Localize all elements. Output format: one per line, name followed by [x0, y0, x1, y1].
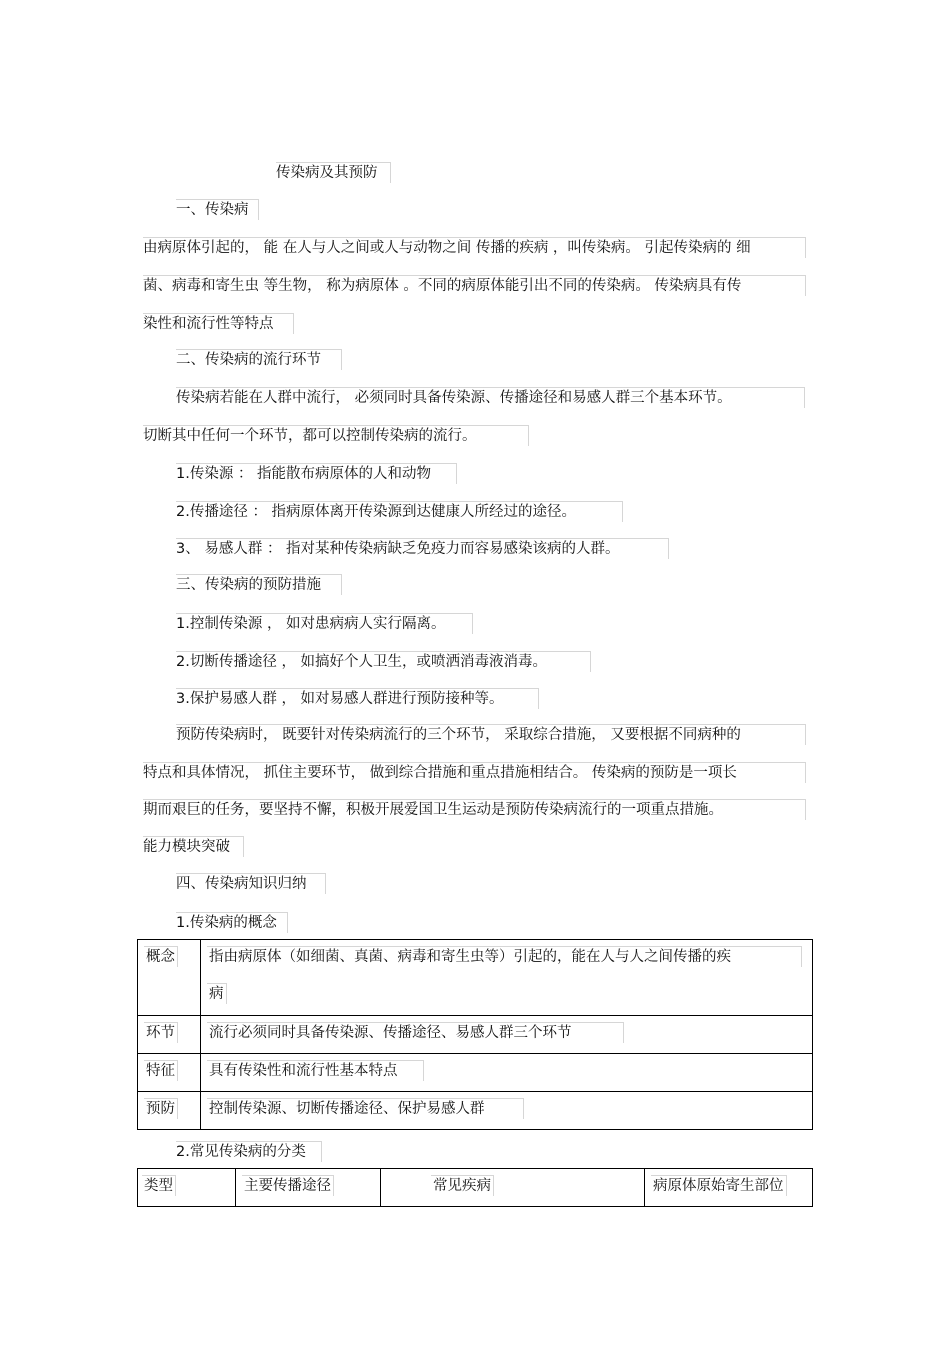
table-cell [138, 1092, 201, 1130]
paragraph-line: 特点和具体情况， 抓住主要环节， 做到综合措施和重点措施相结合。 传染病的预防是一项长 [143, 762, 806, 783]
subheading: 2.常见传染病的分类 [176, 1141, 322, 1162]
table-row [138, 940, 813, 1016]
row-label: 环节 [144, 1022, 178, 1043]
paragraph-line: 染性和流行性等特点 [143, 313, 294, 334]
row-text: 控制传染源、切断传播途径、保护易感人群 [207, 1098, 524, 1119]
row-text: 病 [207, 983, 227, 1004]
table-cell [201, 1054, 813, 1092]
paragraph-line: 预防传染病时， 既要针对传染病流行的三个环节， 采取综合措施， 又要根据不同病种的 [176, 724, 806, 745]
table-header-cell [236, 1169, 381, 1207]
table-cell [201, 940, 813, 1016]
table-cell [138, 940, 201, 1016]
table-header-cell [138, 1169, 236, 1207]
paragraph-line: 传染病若能在人群中流行， 必须同时具备传染源、传播途径和易感人群三个基本环节。 [176, 387, 805, 408]
table-row [138, 1016, 813, 1054]
row-text: 具有传染性和流行性基本特点 [207, 1060, 424, 1081]
table-cell [201, 1016, 813, 1054]
table-row [138, 1054, 813, 1092]
section-heading-3: 三、传染病的预防措施 [176, 574, 342, 595]
table-header-row [138, 1169, 813, 1207]
table-cell [201, 1092, 813, 1130]
column-header: 常见疾病 [431, 1175, 494, 1196]
classification-table [137, 1168, 813, 1207]
section-heading-2: 二、传染病的流行环节 [176, 349, 342, 370]
column-header: 类型 [142, 1175, 176, 1196]
row-label: 概念 [144, 946, 178, 967]
ability-heading: 能力模块突破 [143, 836, 244, 857]
table-header-cell [645, 1169, 813, 1207]
subheading: 1.传染病的概念 [176, 912, 288, 933]
row-label: 预防 [144, 1098, 178, 1119]
list-item: 2.切断传播途径 ， 如搞好个人卫生，或喷洒消毒液消毒。 [176, 651, 591, 672]
section-heading-1: 一、传染病 [176, 199, 259, 220]
list-item: 3.保护易感人群 ， 如对易感人群进行预防接种等。 [176, 688, 539, 709]
concept-table [137, 939, 813, 1130]
list-item: 3、 易感人群 ： 指对某种传染病缺乏免疫力而容易感染该病的人群。 [176, 538, 669, 559]
paragraph-line: 菌、病毒和寄生虫 等生物， 称为病原体 。不同的病原体能引出不同的传染病。 传染病具有传 [143, 275, 806, 296]
row-label: 特征 [144, 1060, 178, 1081]
list-item: 1.控制传染源 ， 如对患病病人实行隔离。 [176, 613, 473, 634]
column-header: 主要传播途径 [242, 1175, 334, 1196]
column-header: 病原体原始寄生部位 [651, 1175, 787, 1196]
table-cell [138, 1016, 201, 1054]
table-header-cell [381, 1169, 645, 1207]
page-title: 传染病及其预防 [276, 162, 391, 183]
paragraph-line: 由病原体引起的， 能 在人与人之间或人与动物之间 传播的疾病 ，叫传染病。 引起传染病的 细 [143, 237, 806, 258]
paragraph-line: 期而艰巨的任务，要坚持不懈，积极开展爱国卫生运动是预防传染病流行的一项重点措施。 [143, 799, 806, 820]
list-item: 1.传染源 ： 指能散布病原体的人和动物 [176, 463, 457, 484]
table-cell [138, 1054, 201, 1092]
list-item: 2.传播途径 ： 指病原体离开传染源到达健康人所经过的途径。 [176, 501, 623, 522]
paragraph-line: 切断其中任何一个环节，都可以控制传染病的流行。 [143, 425, 529, 446]
table-row [138, 1092, 813, 1130]
row-text: 指由病原体（如细菌、真菌、病毒和寄生虫等）引起的，能在人与人之间传播的疾 [207, 946, 802, 967]
row-text: 流行必须同时具备传染源、传播途径、易感人群三个环节 [207, 1022, 624, 1043]
section-heading-4: 四、传染病知识归纳 [176, 873, 326, 894]
